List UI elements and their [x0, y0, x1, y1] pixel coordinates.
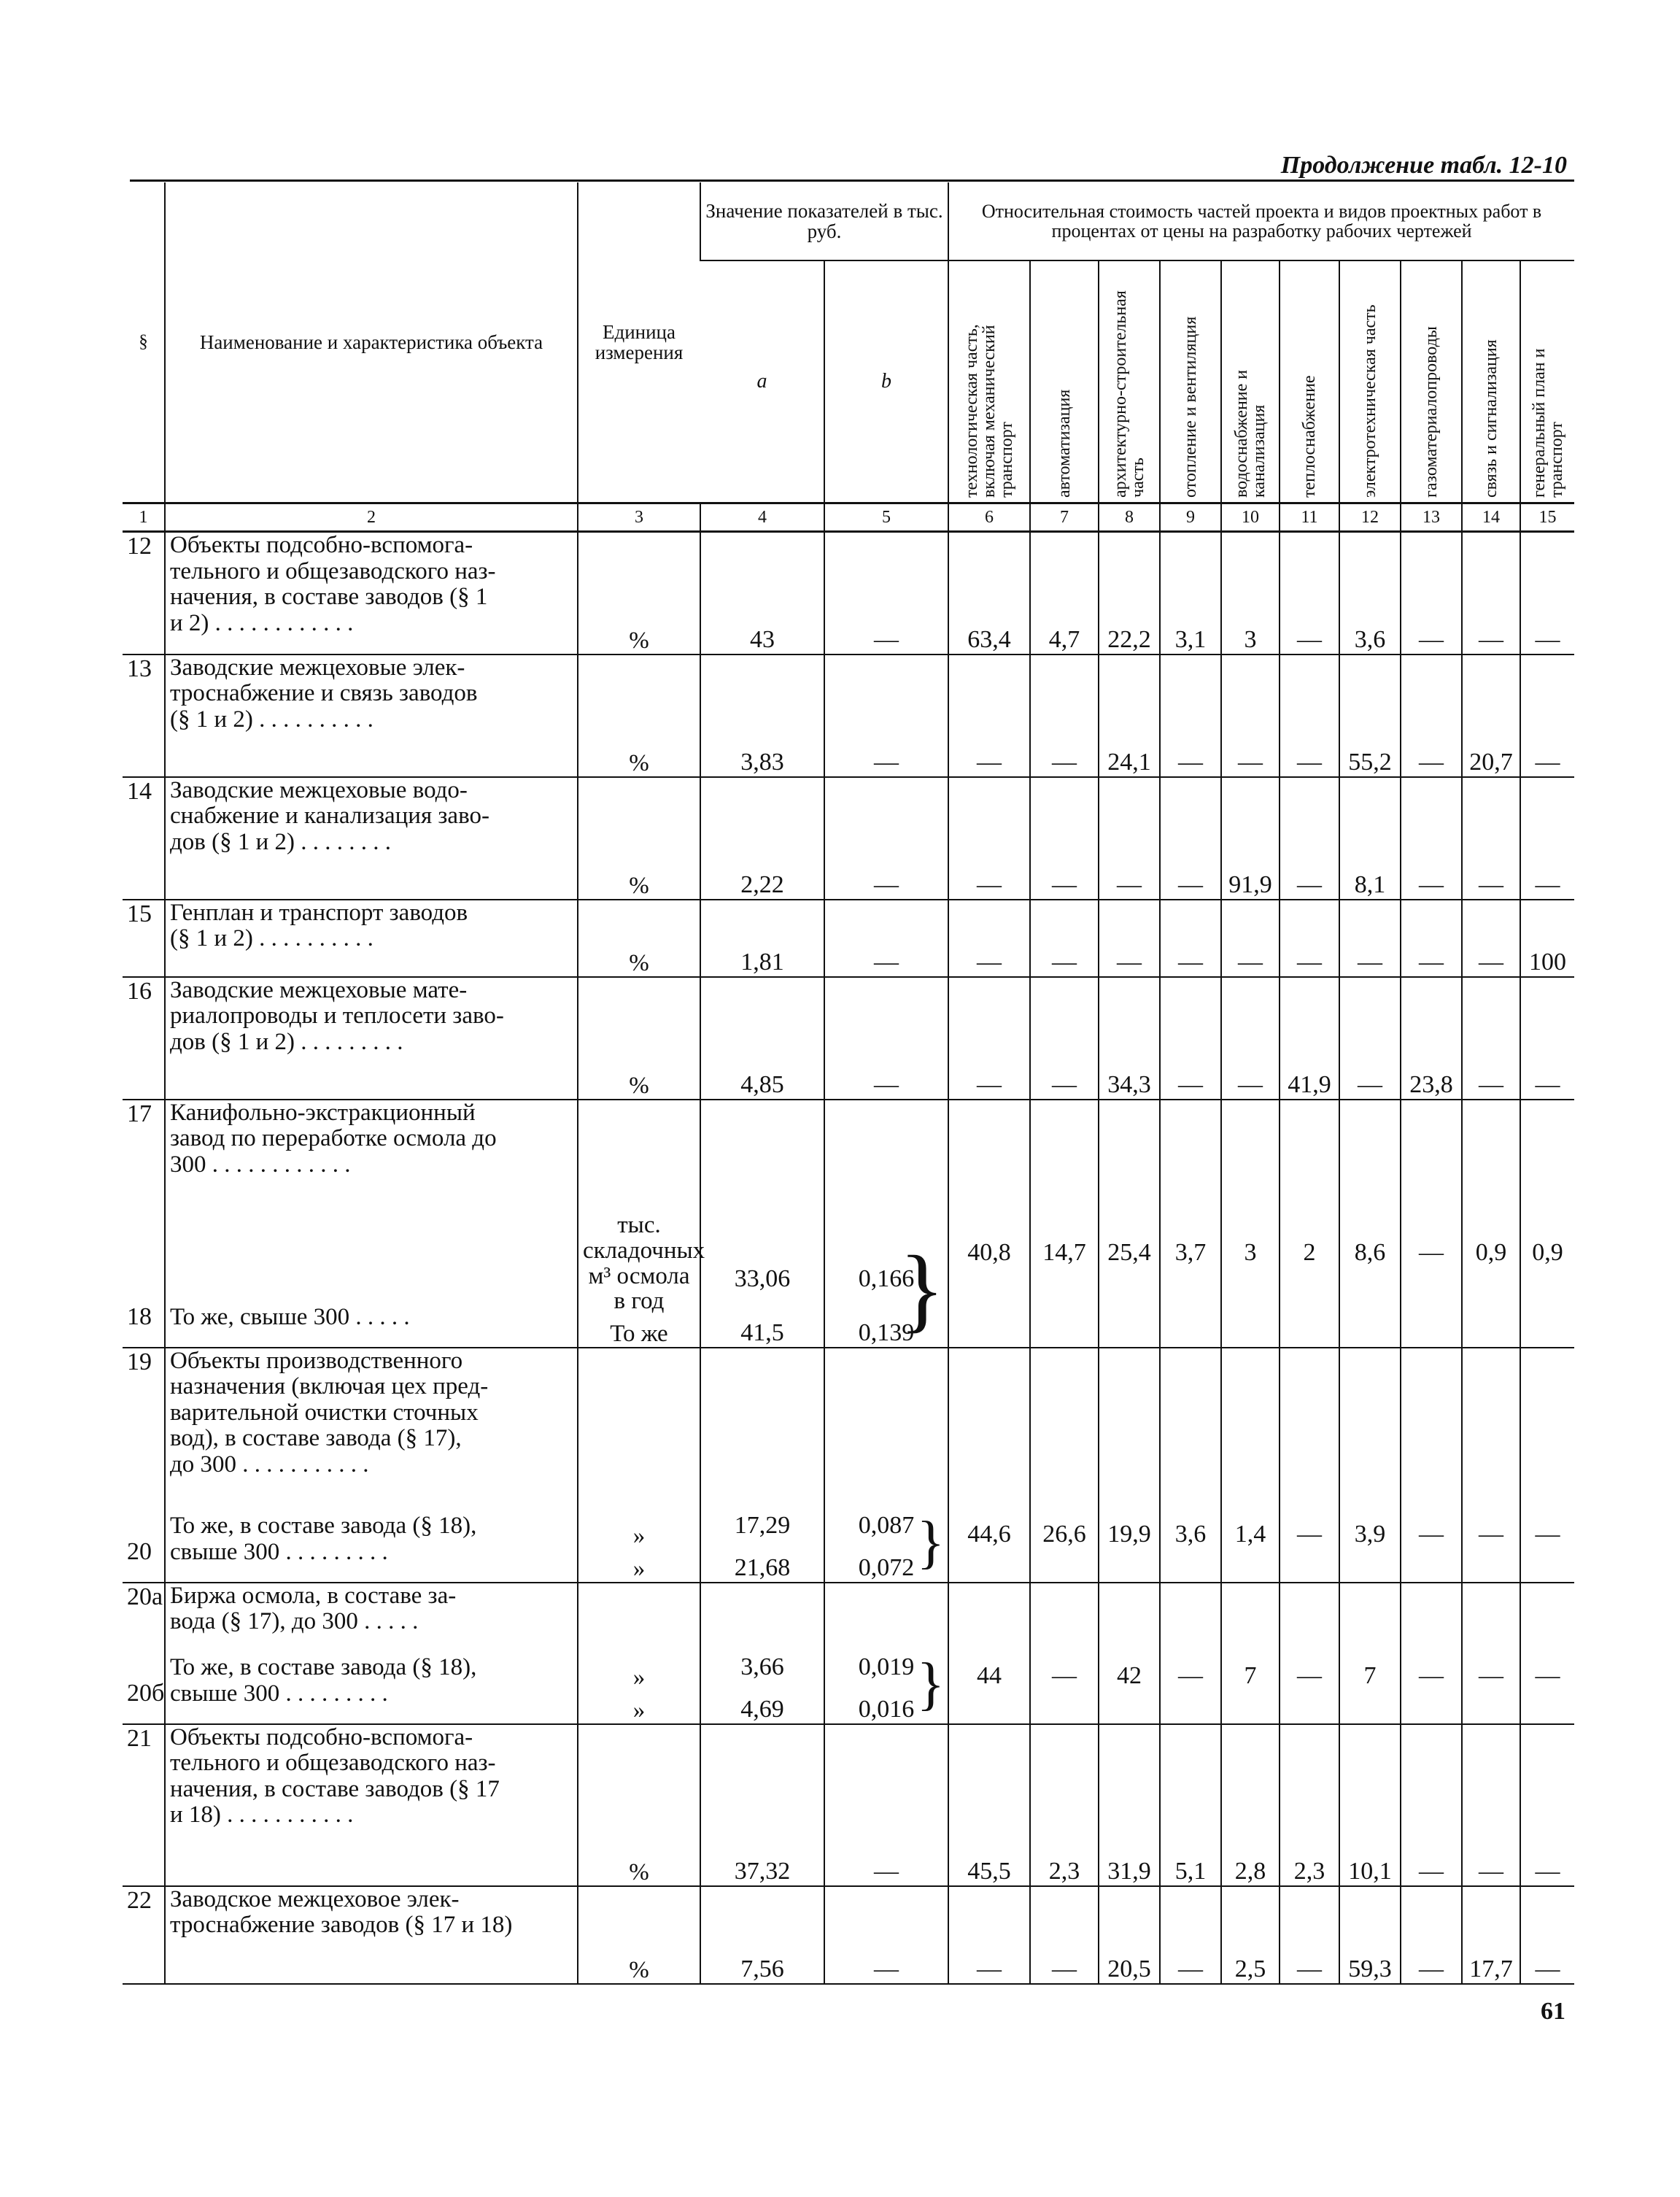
percent-cell: —	[948, 655, 1030, 777]
percent-cell: 100	[1520, 900, 1574, 977]
name-line: (§ 1 и 2) . . . . . . . . . .	[170, 925, 373, 952]
col-num: 4	[700, 503, 824, 532]
percent-cell: —	[1280, 777, 1339, 900]
percent-cell: 3,1	[1160, 532, 1221, 655]
value-a	[700, 1583, 824, 1724]
col-num: 6	[948, 503, 1030, 532]
header-section: §	[139, 331, 148, 352]
unit-cell: %	[578, 1886, 700, 1984]
percent-cell: —	[1160, 1886, 1221, 1984]
value-b: —	[824, 777, 948, 900]
unit-cell: %	[578, 900, 700, 977]
percent-cell: —	[1520, 1724, 1574, 1886]
name-line: вода (§ 17), до 300 . . . . .	[170, 1608, 419, 1635]
table-row	[123, 1886, 1574, 1984]
value-a-1: 3,66	[740, 1653, 784, 1680]
header-sub-technology: технологическая часть, включая механический транспорт	[948, 260, 1030, 503]
percent-cell: 2,8	[1221, 1724, 1280, 1886]
value-b: —	[824, 900, 948, 977]
percent-cell: —	[948, 1886, 1030, 1984]
value-a: 3,83	[700, 655, 824, 777]
unit-2: »	[632, 1696, 646, 1723]
object-name	[165, 900, 578, 977]
percent-cell: —	[1401, 655, 1462, 777]
percent-cell: —	[1221, 900, 1280, 977]
unit-cell: %	[578, 655, 700, 777]
name-line: начения, в составе заводов (§ 17	[170, 1775, 500, 1802]
col-num: 7	[1030, 503, 1099, 532]
percent-cell: 0,9	[1520, 1100, 1574, 1348]
name-line: тельного и общезаводского наз-	[170, 557, 496, 584]
unit-cell: %	[578, 777, 700, 900]
name-line: вод), в составе завода (§ 17),	[170, 1425, 462, 1452]
row-number	[123, 1583, 165, 1724]
col-num: 8	[1099, 503, 1160, 532]
percent-cell: 3,9	[1339, 1348, 1401, 1583]
row-number: 21	[123, 1724, 165, 1886]
value-b: —	[824, 1724, 948, 1886]
percent-cell: 8,6	[1339, 1100, 1401, 1348]
value-b	[824, 1100, 948, 1348]
name-line: завод по переработке осмола до	[170, 1125, 497, 1152]
name-line: Объекты подсобно-вспомога-	[170, 1723, 473, 1750]
name-line: Заводские межцеховые водо-	[170, 776, 468, 803]
brace-glyph: }	[916, 1510, 945, 1575]
name-line: дов (§ 1 и 2) . . . . . . . .	[170, 828, 392, 855]
percent-cell: —	[1520, 1886, 1574, 1984]
row-number-2: 20б	[127, 1679, 165, 1707]
percent-cell: 42	[1099, 1583, 1160, 1724]
header-sub-automation: автоматизация	[1030, 260, 1099, 503]
percent-cell: 7	[1339, 1583, 1401, 1724]
header-sub-general-plan: генеральный план и транспорт	[1520, 260, 1574, 503]
table-row	[123, 1100, 1574, 1348]
col-num: 9	[1160, 503, 1221, 532]
name-line: 300 . . . . . . . . . . . .	[170, 1151, 351, 1178]
header-b: b	[824, 260, 948, 503]
col-num: 10	[1221, 503, 1280, 532]
header-values-group: Значение показателей в тыс. руб.	[700, 182, 948, 260]
percent-cell: 3	[1221, 1100, 1280, 1348]
name-line: свыше 300 . . . . . . . . .	[170, 1538, 388, 1565]
value-a-2: 4,69	[740, 1695, 784, 1723]
percent-cell: 1,4	[1221, 1348, 1280, 1583]
percent-cell: —	[1280, 1886, 1339, 1984]
header-a: a	[756, 370, 767, 393]
percent-cell: —	[1401, 1100, 1462, 1348]
object-name	[165, 1348, 578, 1583]
table-caption: Продолжение табл. 12-10	[1280, 152, 1567, 179]
name-line: троснабжение и связь заводов	[170, 680, 478, 707]
col-num: 14	[1462, 503, 1520, 532]
percent-cell: 5,1	[1160, 1724, 1221, 1886]
name-line: Канифольно-экстракционный	[170, 1099, 476, 1126]
object-name	[165, 532, 578, 655]
percent-cell: —	[1099, 900, 1160, 977]
value-b: —	[824, 1886, 948, 1984]
percent-cell: —	[1280, 1348, 1339, 1583]
header-sub-comms: связь и сигнализация	[1462, 260, 1520, 503]
unit-cell: %	[578, 532, 700, 655]
row-number-1: 19	[127, 1348, 152, 1375]
value-a: 2,22	[700, 777, 824, 900]
name-line: варительной очистки сточных	[170, 1399, 479, 1426]
col-num: 3	[578, 503, 700, 532]
row-number-2: 20	[127, 1537, 152, 1565]
percent-cell: —	[1462, 1348, 1520, 1583]
unit-1: »	[632, 1664, 646, 1691]
percent-cell: —	[1280, 532, 1339, 655]
name-line: Заводские межцеховые элек-	[170, 654, 465, 681]
value-b-1: 0,019	[858, 1653, 915, 1680]
percent-cell: —	[948, 977, 1030, 1100]
header-sub-water: водоснабжение и канализация	[1221, 260, 1280, 503]
percent-cell: 7	[1221, 1583, 1280, 1724]
percent-cell: 59,3	[1339, 1886, 1401, 1984]
table-body	[123, 532, 1574, 1984]
value-b: —	[824, 532, 948, 655]
header-sub-architecture: архитектурно-строительная часть	[1099, 260, 1160, 503]
percent-cell: —	[1030, 655, 1099, 777]
top-rule	[130, 179, 1574, 182]
percent-cell: —	[1160, 900, 1221, 977]
value-b: —	[824, 977, 948, 1100]
row-number: 12	[123, 532, 165, 655]
unit-cell	[578, 1348, 700, 1583]
table-row	[123, 977, 1574, 1100]
value-b-1: 0,087	[858, 1511, 915, 1539]
name-line: троснабжение заводов (§ 17 и 18)	[170, 1912, 513, 1939]
percent-cell: 2	[1280, 1100, 1339, 1348]
percent-cell: 10,1	[1339, 1724, 1401, 1886]
unit-cell: %	[578, 1724, 700, 1886]
name-line: Генплан и транспорт заводов	[170, 899, 468, 926]
percent-cell: —	[1401, 777, 1462, 900]
header-sub-heat-supply: теплоснабжение	[1280, 260, 1339, 503]
name-line: Объекты производственного	[170, 1347, 463, 1374]
object-name	[165, 1100, 578, 1348]
percent-cell: 0,9	[1462, 1100, 1520, 1348]
percent-cell: 2,5	[1221, 1886, 1280, 1984]
percent-cell: 22,2	[1099, 532, 1160, 655]
value-a	[700, 1100, 824, 1348]
value-a: 1,81	[700, 900, 824, 977]
name-line: и 2) . . . . . . . . . . . .	[170, 609, 354, 636]
percent-cell: —	[1520, 1583, 1574, 1724]
row-number: 16	[123, 977, 165, 1100]
object-name	[165, 777, 578, 900]
percent-cell: —	[1520, 777, 1574, 900]
percent-cell: 24,1	[1099, 655, 1160, 777]
value-b-1: 0,166	[858, 1264, 915, 1292]
percent-cell: 3,6	[1339, 532, 1401, 655]
object-name	[165, 655, 578, 777]
percent-cell: —	[948, 777, 1030, 900]
percent-cell: 2,3	[1030, 1724, 1099, 1886]
col-num: 11	[1280, 503, 1339, 532]
col-num: 2	[165, 503, 578, 532]
header-unit: Единица измерения	[578, 182, 700, 503]
row-number-2: 18	[127, 1302, 152, 1330]
table-row	[123, 1348, 1574, 1583]
name-line: То же, свыше 300 . . . . .	[170, 1303, 410, 1330]
percent-cell: 2,3	[1280, 1724, 1339, 1886]
header-sub-gas: газоматериалопроводы	[1401, 260, 1462, 503]
percent-cell: —	[1401, 532, 1462, 655]
percent-cell: —	[1520, 532, 1574, 655]
percent-cell: —	[1520, 977, 1574, 1100]
percent-cell: 45,5	[948, 1724, 1030, 1886]
value-b-2: 0,072	[858, 1553, 915, 1581]
percent-cell: —	[1401, 900, 1462, 977]
table-row	[123, 532, 1574, 655]
value-a-1: 33,06	[734, 1264, 791, 1292]
percent-cell: —	[1462, 1583, 1520, 1724]
col-num: 5	[824, 503, 948, 532]
percent-cell: —	[1280, 900, 1339, 977]
unit-2: »	[632, 1555, 646, 1582]
percent-cell: —	[1030, 977, 1099, 1100]
object-name	[165, 977, 578, 1100]
percent-cell: —	[1401, 1348, 1462, 1583]
percent-cell: 34,3	[1099, 977, 1160, 1100]
name-line: тельного и общезаводского наз-	[170, 1750, 496, 1777]
header-relative-group: Относительная стоимость частей проекта и видов проектных работ в процентах от цены на разработку рабочих чертежей	[948, 182, 1574, 260]
name-line: Объекты подсобно-вспомога-	[170, 532, 473, 558]
percent-cell: —	[1401, 1886, 1462, 1984]
name-line: дов (§ 1 и 2) . . . . . . . . .	[170, 1028, 403, 1055]
table-row	[123, 1724, 1574, 1886]
percent-cell: —	[1520, 1348, 1574, 1583]
value-a	[700, 1348, 824, 1583]
percent-cell: —	[1160, 977, 1221, 1100]
percent-cell: 26,6	[1030, 1348, 1099, 1583]
table-row	[123, 777, 1574, 900]
percent-cell: 20,7	[1462, 655, 1520, 777]
percent-cell: —	[1462, 977, 1520, 1100]
header-name: Наименование и характеристика объекта	[165, 182, 578, 503]
value-b	[824, 1583, 948, 1724]
name-line: начения, в составе заводов (§ 1	[170, 584, 488, 611]
object-name	[165, 1886, 578, 1984]
percent-cell: 8,1	[1339, 777, 1401, 900]
percent-cell: —	[948, 900, 1030, 977]
percent-cell: —	[1462, 532, 1520, 655]
percent-cell: 55,2	[1339, 655, 1401, 777]
name-line: Биржа осмола, в составе за-	[170, 1582, 457, 1609]
percent-cell: —	[1160, 655, 1221, 777]
row-number: 22	[123, 1886, 165, 1984]
percent-cell: 3,6	[1160, 1348, 1221, 1583]
value-a-2: 41,5	[740, 1318, 784, 1346]
name-line: назначения (включая цех пред-	[170, 1373, 489, 1400]
percent-cell: —	[1099, 777, 1160, 900]
percent-cell: —	[1280, 1583, 1339, 1724]
row-number: 13	[123, 655, 165, 777]
unit-1: тыс. складочных м³ осмола в год	[583, 1212, 705, 1315]
table-row	[123, 1583, 1574, 1724]
percent-cell: —	[1160, 1583, 1221, 1724]
percent-cell: 23,8	[1401, 977, 1462, 1100]
percent-cell: 25,4	[1099, 1100, 1160, 1348]
percent-cell: —	[1221, 655, 1280, 777]
percent-cell: 40,8	[948, 1100, 1030, 1348]
name-line: (§ 1 и 2) . . . . . . . . . .	[170, 706, 373, 733]
percent-cell: 31,9	[1099, 1724, 1160, 1886]
value-b-2: 0,016	[858, 1695, 915, 1723]
name-line: Заводское межцеховое элек-	[170, 1885, 460, 1912]
col-num: 15	[1520, 503, 1574, 532]
brace-glyph: }	[899, 1236, 945, 1342]
col-num: 1	[123, 503, 165, 532]
unit-cell	[578, 1100, 705, 1348]
value-b: —	[824, 655, 948, 777]
percent-cell: 4,7	[1030, 532, 1099, 655]
percent-cell: 3,7	[1160, 1100, 1221, 1348]
row-number	[123, 1348, 165, 1583]
value-a: 37,32	[700, 1724, 824, 1886]
value-b	[824, 1348, 948, 1583]
name-line: Заводские межцеховые мате-	[170, 976, 468, 1003]
percent-cell: —	[1030, 777, 1099, 900]
unit-2: То же	[610, 1320, 668, 1347]
percent-cell: —	[1030, 1583, 1099, 1724]
percent-cell: —	[1462, 900, 1520, 977]
value-a: 7,56	[700, 1886, 824, 1984]
unit-1: »	[632, 1523, 646, 1550]
row-number: 14	[123, 777, 165, 900]
row-number: 15	[123, 900, 165, 977]
value-a-2: 21,68	[734, 1553, 791, 1581]
name-line: снабжение и канализация заво-	[170, 803, 489, 830]
name-line: риалопроводы и теплосети заво-	[170, 1003, 504, 1030]
percent-cell: 44,6	[948, 1348, 1030, 1583]
percent-cell: —	[1462, 1724, 1520, 1886]
header-sub-heating: отопление и вентиляция	[1160, 260, 1221, 503]
unit-cell	[578, 1583, 700, 1724]
percent-cell: —	[1401, 1583, 1462, 1724]
name-line: и 18) . . . . . . . . . . .	[170, 1802, 354, 1829]
percent-cell: —	[1339, 900, 1401, 977]
row-number-1: 20а	[127, 1583, 163, 1610]
value-a: 4,85	[700, 977, 824, 1100]
name-line: свыше 300 . . . . . . . . .	[170, 1680, 388, 1707]
percent-cell: 63,4	[948, 532, 1030, 655]
percent-cell: —	[1030, 900, 1099, 977]
percent-cell: —	[1221, 977, 1280, 1100]
percent-cell: —	[1030, 1886, 1099, 1984]
percent-cell: —	[1520, 655, 1574, 777]
col-num: 12	[1339, 503, 1401, 532]
percent-cell: 91,9	[1221, 777, 1280, 900]
percent-cell: —	[1401, 1724, 1462, 1886]
percent-cell: —	[1160, 777, 1221, 900]
value-a-1: 17,29	[734, 1511, 791, 1539]
row-number-1: 17	[127, 1100, 152, 1127]
object-name	[165, 1724, 578, 1886]
object-name	[165, 1583, 578, 1724]
percent-cell: 17,7	[1462, 1886, 1520, 1984]
header-sub-electrical: электротехническая часть	[1339, 260, 1401, 503]
table-row	[123, 900, 1574, 977]
name-line: То же, в составе завода (§ 18),	[170, 1654, 477, 1681]
percent-cell: —	[1339, 977, 1401, 1100]
name-line: до 300 . . . . . . . . . . .	[170, 1451, 369, 1478]
value-b-2: 0,139	[858, 1318, 915, 1346]
percent-cell: 20,5	[1099, 1886, 1160, 1984]
table-row	[123, 655, 1574, 777]
percent-cell: 41,9	[1280, 977, 1339, 1100]
percent-cell: —	[1462, 777, 1520, 900]
value-a: 43	[700, 532, 824, 655]
unit-cell: %	[578, 977, 700, 1100]
percent-cell: 19,9	[1099, 1348, 1160, 1583]
page-number: 61	[1541, 1998, 1565, 2025]
row-number	[123, 1100, 165, 1348]
name-line: То же, в составе завода (§ 18),	[170, 1513, 477, 1540]
percent-cell: 14,7	[1030, 1100, 1099, 1348]
percent-cell: 3	[1221, 532, 1280, 655]
percent-cell: —	[1280, 655, 1339, 777]
col-num: 13	[1401, 503, 1462, 532]
column-numbers-row	[123, 503, 1574, 532]
percent-cell: 44	[948, 1583, 1030, 1724]
cost-table	[123, 182, 1574, 1985]
brace-glyph: }	[916, 1651, 945, 1716]
